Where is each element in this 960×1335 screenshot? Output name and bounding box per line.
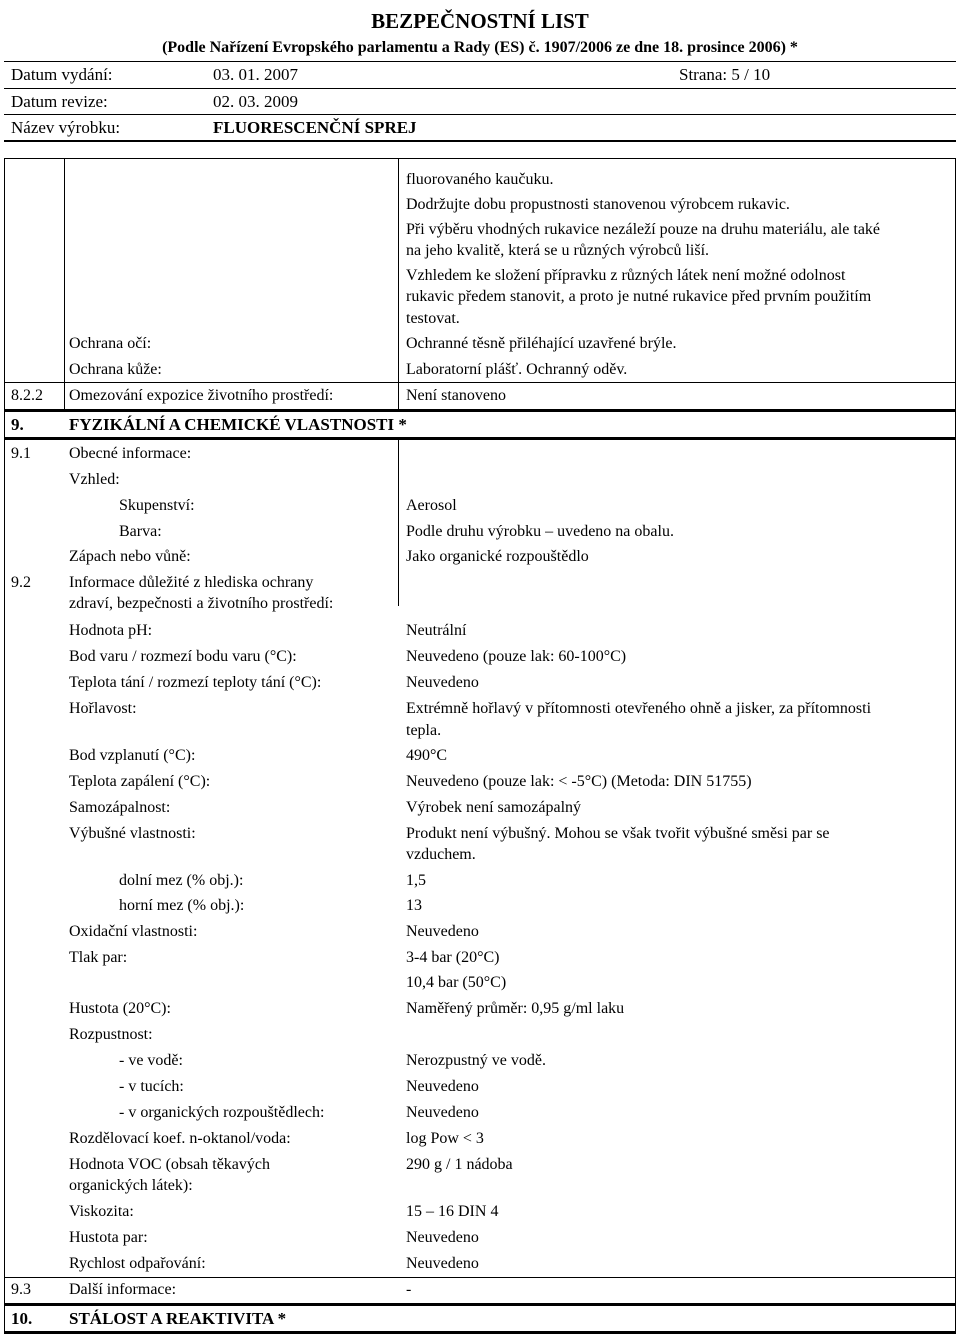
document-subtitle: (Podle Nařízení Evropského parlamentu a Rady (ES) č. 1907/2006 ze dne 18. prosince 2006) * xyxy=(162,39,798,56)
section10-number: 10. xyxy=(11,1309,33,1328)
important-info-number: 9.2 xyxy=(11,574,31,591)
table-right-border xyxy=(955,158,956,1333)
revision-date-label: Datum revize: xyxy=(11,92,108,111)
fat-solubility-label: - v tucích: xyxy=(119,1078,184,1095)
water-solubility-label: - ve vodě: xyxy=(119,1052,183,1069)
env-exposure-label: Omezování expozice životního prostředí: xyxy=(69,387,334,404)
lower-limit-value: 1,5 xyxy=(406,872,426,889)
gloves-text-line-4: na jeho kvalitě, která se u různých výrobců liší. xyxy=(406,242,710,259)
vapor-pressure-value-line-1: 3-4 bar (20°C) xyxy=(406,949,500,966)
viscosity-value: 15 – 16 DIN 4 xyxy=(406,1203,499,1220)
explosive-value-line-2: vzduchem. xyxy=(406,846,476,863)
env-exposure-number: 8.2.2 xyxy=(11,387,43,404)
skin-protection-label: Ochrana kůže: xyxy=(69,361,162,378)
ph-value: Neutrální xyxy=(406,622,467,639)
issue-date-label: Datum vydání: xyxy=(11,65,113,84)
env-exposure-value: Není stanoveno xyxy=(406,387,506,404)
water-solubility-value: Nerozpustný ve vodě. xyxy=(406,1052,546,1069)
vapor-density-value: Neuvedeno xyxy=(406,1229,479,1246)
skin-protection-value: Laboratorní plášť. Ochranný oděv. xyxy=(406,361,628,378)
document-title: BEZPEČNOSTNÍ LIST xyxy=(371,9,589,33)
section9-rule-top xyxy=(4,409,956,412)
partition-coefficient-label: Rozdělovací koef. n-oktanol/voda: xyxy=(69,1130,291,1147)
eye-protection-value: Ochranné těsně přiléhající uzavřené brýle. xyxy=(406,335,677,352)
section10-rule-top xyxy=(4,1303,956,1306)
issue-date-value: 03. 01. 2007 xyxy=(213,65,298,84)
vapor-pressure-label: Tlak par: xyxy=(69,949,128,966)
section9-title: FYZIKÁLNÍ A CHEMICKÉ VLASTNOSTI * xyxy=(69,415,407,434)
oxidizing-value: Neuvedeno xyxy=(406,923,479,940)
solubility-label: Rozpustnost: xyxy=(69,1026,153,1043)
gloves-text-line-1: fluorovaného kaučuku. xyxy=(406,171,554,188)
melting-point-value: Neuvedeno xyxy=(406,674,479,691)
general-info-label: Obecné informace: xyxy=(69,445,192,462)
other-info-number: 9.3 xyxy=(11,1281,31,1298)
flammability-label: Hořlavost: xyxy=(69,700,137,717)
boiling-point-label: Bod varu / rozmezí bodu varu (°C): xyxy=(69,648,297,665)
product-name-value: FLUORESCENČNÍ SPREJ xyxy=(213,118,417,137)
header-rule-1 xyxy=(4,88,956,89)
state-value: Aerosol xyxy=(406,497,457,514)
other-info-label: Další informace: xyxy=(69,1281,177,1298)
voc-value: 290 g / 1 nádoba xyxy=(406,1156,513,1173)
section10-rule-bottom xyxy=(4,1331,956,1334)
header-rule-2 xyxy=(4,114,956,115)
gloves-text-line-7: testovat. xyxy=(406,310,460,327)
section8-rule xyxy=(4,382,956,383)
appearance-label: Vzhled: xyxy=(69,471,120,488)
value-column-line-lower xyxy=(398,440,399,606)
section9-number: 9. xyxy=(11,415,24,434)
odor-value: Jako organické rozpouštědlo xyxy=(406,548,589,565)
voc-label-line-2: organických látek): xyxy=(69,1177,193,1194)
organic-solubility-value: Neuvedeno xyxy=(406,1104,479,1121)
table-top-border xyxy=(4,158,956,159)
density-value: Naměřený průměr: 0,95 g/ml laku xyxy=(406,1000,625,1017)
important-info-label-line-2: zdraví, bezpečnosti a životního prostředí: xyxy=(69,595,334,612)
viscosity-label: Viskozita: xyxy=(69,1203,134,1220)
flash-point-label: Bod vzplanutí (°C): xyxy=(69,747,196,764)
state-label: Skupenství: xyxy=(119,497,195,514)
color-value: Podle druhu výrobku – uvedeno na obalu. xyxy=(406,523,674,540)
section9-3-rule xyxy=(4,1277,956,1278)
fat-solubility-value: Neuvedeno xyxy=(406,1078,479,1095)
self-ignition-label: Samozápalnost: xyxy=(69,799,171,816)
upper-limit-value: 13 xyxy=(406,897,422,914)
vapor-density-label: Hustota par: xyxy=(69,1229,148,1246)
color-label: Barva: xyxy=(119,523,162,540)
oxidizing-label: Oxidační vlastnosti: xyxy=(69,923,198,940)
page-number: Strana: 5 / 10 xyxy=(679,65,771,84)
ignition-temp-label: Teplota zapálení (°C): xyxy=(69,773,211,790)
voc-label-line-1: Hodnota VOC (obsah těkavých xyxy=(69,1156,270,1173)
odor-label: Zápach nebo vůně: xyxy=(69,548,191,565)
ignition-temp-value: Neuvedeno (pouze lak: < -5°C) (Metoda: DIN 51755) xyxy=(406,773,752,790)
revision-date-value: 02. 03. 2009 xyxy=(213,92,298,111)
flash-point-value: 490°C xyxy=(406,747,448,764)
gloves-text-line-5: Vzhledem ke složení přípravku z různých látek není možné odolnost xyxy=(406,267,846,284)
evaporation-rate-label: Rychlost odpařování: xyxy=(69,1255,206,1272)
gloves-text-line-6: rukavic předem stanovit, a proto je nutné rukavice před prvním použitím xyxy=(406,288,872,305)
section10-title: STÁLOST A REAKTIVITA * xyxy=(69,1309,287,1328)
header-rule-bottom xyxy=(4,140,956,142)
partition-coefficient-value: log Pow < 3 xyxy=(406,1130,484,1147)
lower-limit-label: dolní mez (% obj.): xyxy=(119,872,244,889)
other-info-value: - xyxy=(406,1281,412,1298)
ph-label: Hodnota pH: xyxy=(69,622,153,639)
boiling-point-value: Neuvedeno (pouze lak: 60-100°C) xyxy=(406,648,627,665)
eye-protection-label: Ochrana očí: xyxy=(69,335,152,352)
section9-rule-bottom xyxy=(4,437,956,440)
gloves-text-line-3: Při výběru vhodných rukavice nezáleží pouze na druhu materiálu, ale také xyxy=(406,221,881,238)
melting-point-label: Teplota tání / rozmezí teploty tání (°C): xyxy=(69,674,322,691)
explosive-value-line-1: Produkt není výbušný. Mohou se však tvořit výbušné směsi par se xyxy=(406,825,830,842)
flammability-value-line-1: Extrémně hořlavý v přítomnosti otevřeného ohně a jisker, za přítomnosti xyxy=(406,700,872,717)
self-ignition-value: Výrobek není samozápalný xyxy=(406,799,582,816)
value-column-line-upper xyxy=(398,158,399,412)
evaporation-rate-value: Neuvedeno xyxy=(406,1255,479,1272)
header-rule-top xyxy=(4,61,956,62)
table-left-border xyxy=(4,158,5,1333)
important-info-label-line-1: Informace důležité z hlediska ochrany xyxy=(69,574,314,591)
flammability-value-line-2: tepla. xyxy=(406,722,442,739)
product-name-label: Název výrobku: xyxy=(11,118,121,137)
organic-solubility-label: - v organických rozpouštědlech: xyxy=(119,1104,325,1121)
gloves-text-line-2: Dodržujte dobu propustnosti stanovenou výrobcem rukavic. xyxy=(406,196,790,213)
general-info-number: 9.1 xyxy=(11,445,31,462)
vapor-pressure-value-line-2: 10,4 bar (50°C) xyxy=(406,974,507,991)
section8-inner-column-line xyxy=(64,158,65,412)
density-label: Hustota (20°C): xyxy=(69,1000,171,1017)
upper-limit-label: horní mez (% obj.): xyxy=(119,897,245,914)
explosive-label: Výbušné vlastnosti: xyxy=(69,825,196,842)
